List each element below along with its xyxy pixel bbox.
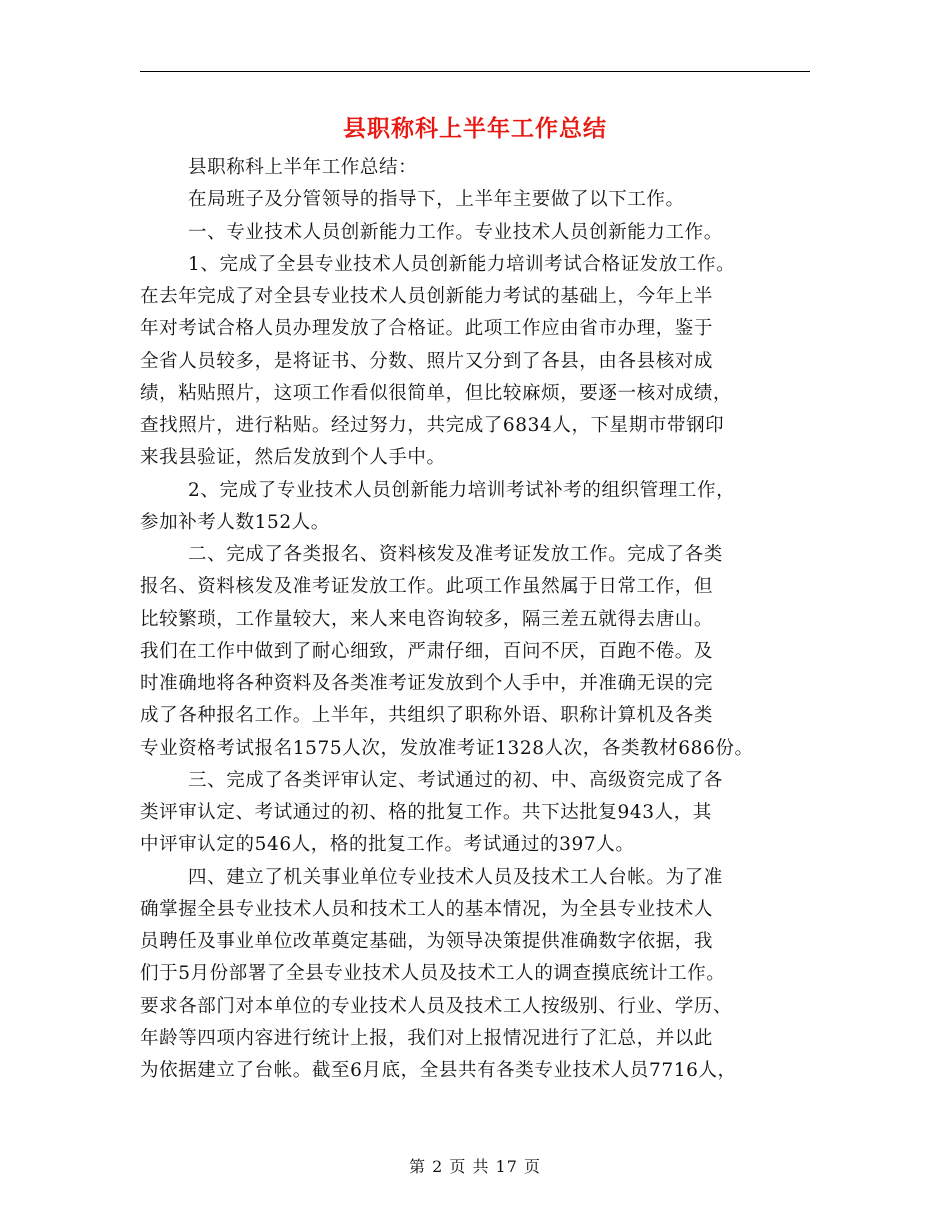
text-line: 年对考试合格人员办理发放了合格证。此项工作应由省市办理，鉴于 [140,318,714,340]
page-footer: 第 2 页 共 17 页 [409,1157,541,1176]
text-line: 2、完成了专业技术人员创新能力培训考试补考的组织管理工作， [188,479,736,501]
text-line: 专业资格考试报名1575人次，发放准考证1328人次，各类教材686份。 [140,737,754,759]
text-line: 在去年完成了对全县专业技术人员创新能力考试的基础上，今年上半 [140,286,714,307]
text-line: 确掌握全县专业技术人员和技术工人的基本情况，为全县专业技术人 [140,898,714,920]
text-line: 时准确地将各种资料及各类准考证发放到个人手中，并准确无误的完 [140,673,714,694]
text-line: 三、完成了各类评审认定、考试通过的初、中、高级资完成了各 [188,769,723,791]
text-line: 比较繁琐，工作量较大，来人来电咨询较多，隔三差五就得去唐山。 [140,608,714,630]
text-line: 员聘任及事业单位改革奠定基础，为领导决策提供准确数字依据，我 [140,931,714,952]
text-line: 报名、资料核发及准考证发放工作。此项工作虽然属于日常工作，但 [140,576,714,598]
text-line: 全省人员较多，是将证书、分数、照片又分到了各县，由各县核对成 [140,350,714,372]
text-line: 我们在工作中做到了耐心细致，严肃仔细，百问不厌，百跑不倦。及 [140,640,714,662]
text-line: 县职称科上半年工作总结： [188,157,418,178]
text-line: 查找照片，进行粘贴。经过努力，共完成了6834人，下星期市带钢印 [140,415,725,436]
text-line: 为依据建立了台帐。截至6月底，全县共有各类专业技术人员7716人， [140,1060,737,1081]
text-line: 1、完成了全县专业技术人员创新能力培训考试合格证发放工作。 [188,253,736,275]
text-line: 们于5月份部署了全县专业技术人员及技术工人的调查摸底统计工作。 [140,963,726,985]
text-line: 一、专业技术人员创新能力工作。专业技术人员创新能力工作。 [188,221,723,243]
text-line: 要求各部门对本单位的专业技术人员及技术工人按级别、行业、学历、 [140,995,733,1017]
text-line: 成了各种报名工作。上半年，共组织了职称外语、职称计算机及各类 [140,705,714,727]
text-line: 参加补考人数152人。 [140,511,330,533]
text-line: 中评审认定的546人，格的批复工作。考试通过的397人。 [140,834,635,856]
text-line: 四、建立了机关事业单位专业技术人员及技术工人台帐。为了准 [188,866,723,888]
header-rule [140,71,810,72]
text-line: 绩，粘贴照片，这项工作看似很简单，但比较麻烦，要逐一核对成绩， [140,382,733,404]
text-line: 在局班子及分管领导的指导下，上半年主要做了以下工作。 [188,189,685,211]
text-line: 二、完成了各类报名、资料核发及准考证发放工作。完成了各类 [188,544,723,565]
document-title: 县职称科上半年工作总结 [343,115,607,142]
text-line: 年龄等四项内容进行统计上报，我们对上报情况进行了汇总，并以此 [140,1027,714,1049]
text-line: 来我县验证，然后发放到个人手中。 [140,447,446,469]
document-body [140,152,812,1087]
text-line: 类评审认定、考试通过的初、格的批复工作。共下达批复943人，其 [140,802,712,823]
